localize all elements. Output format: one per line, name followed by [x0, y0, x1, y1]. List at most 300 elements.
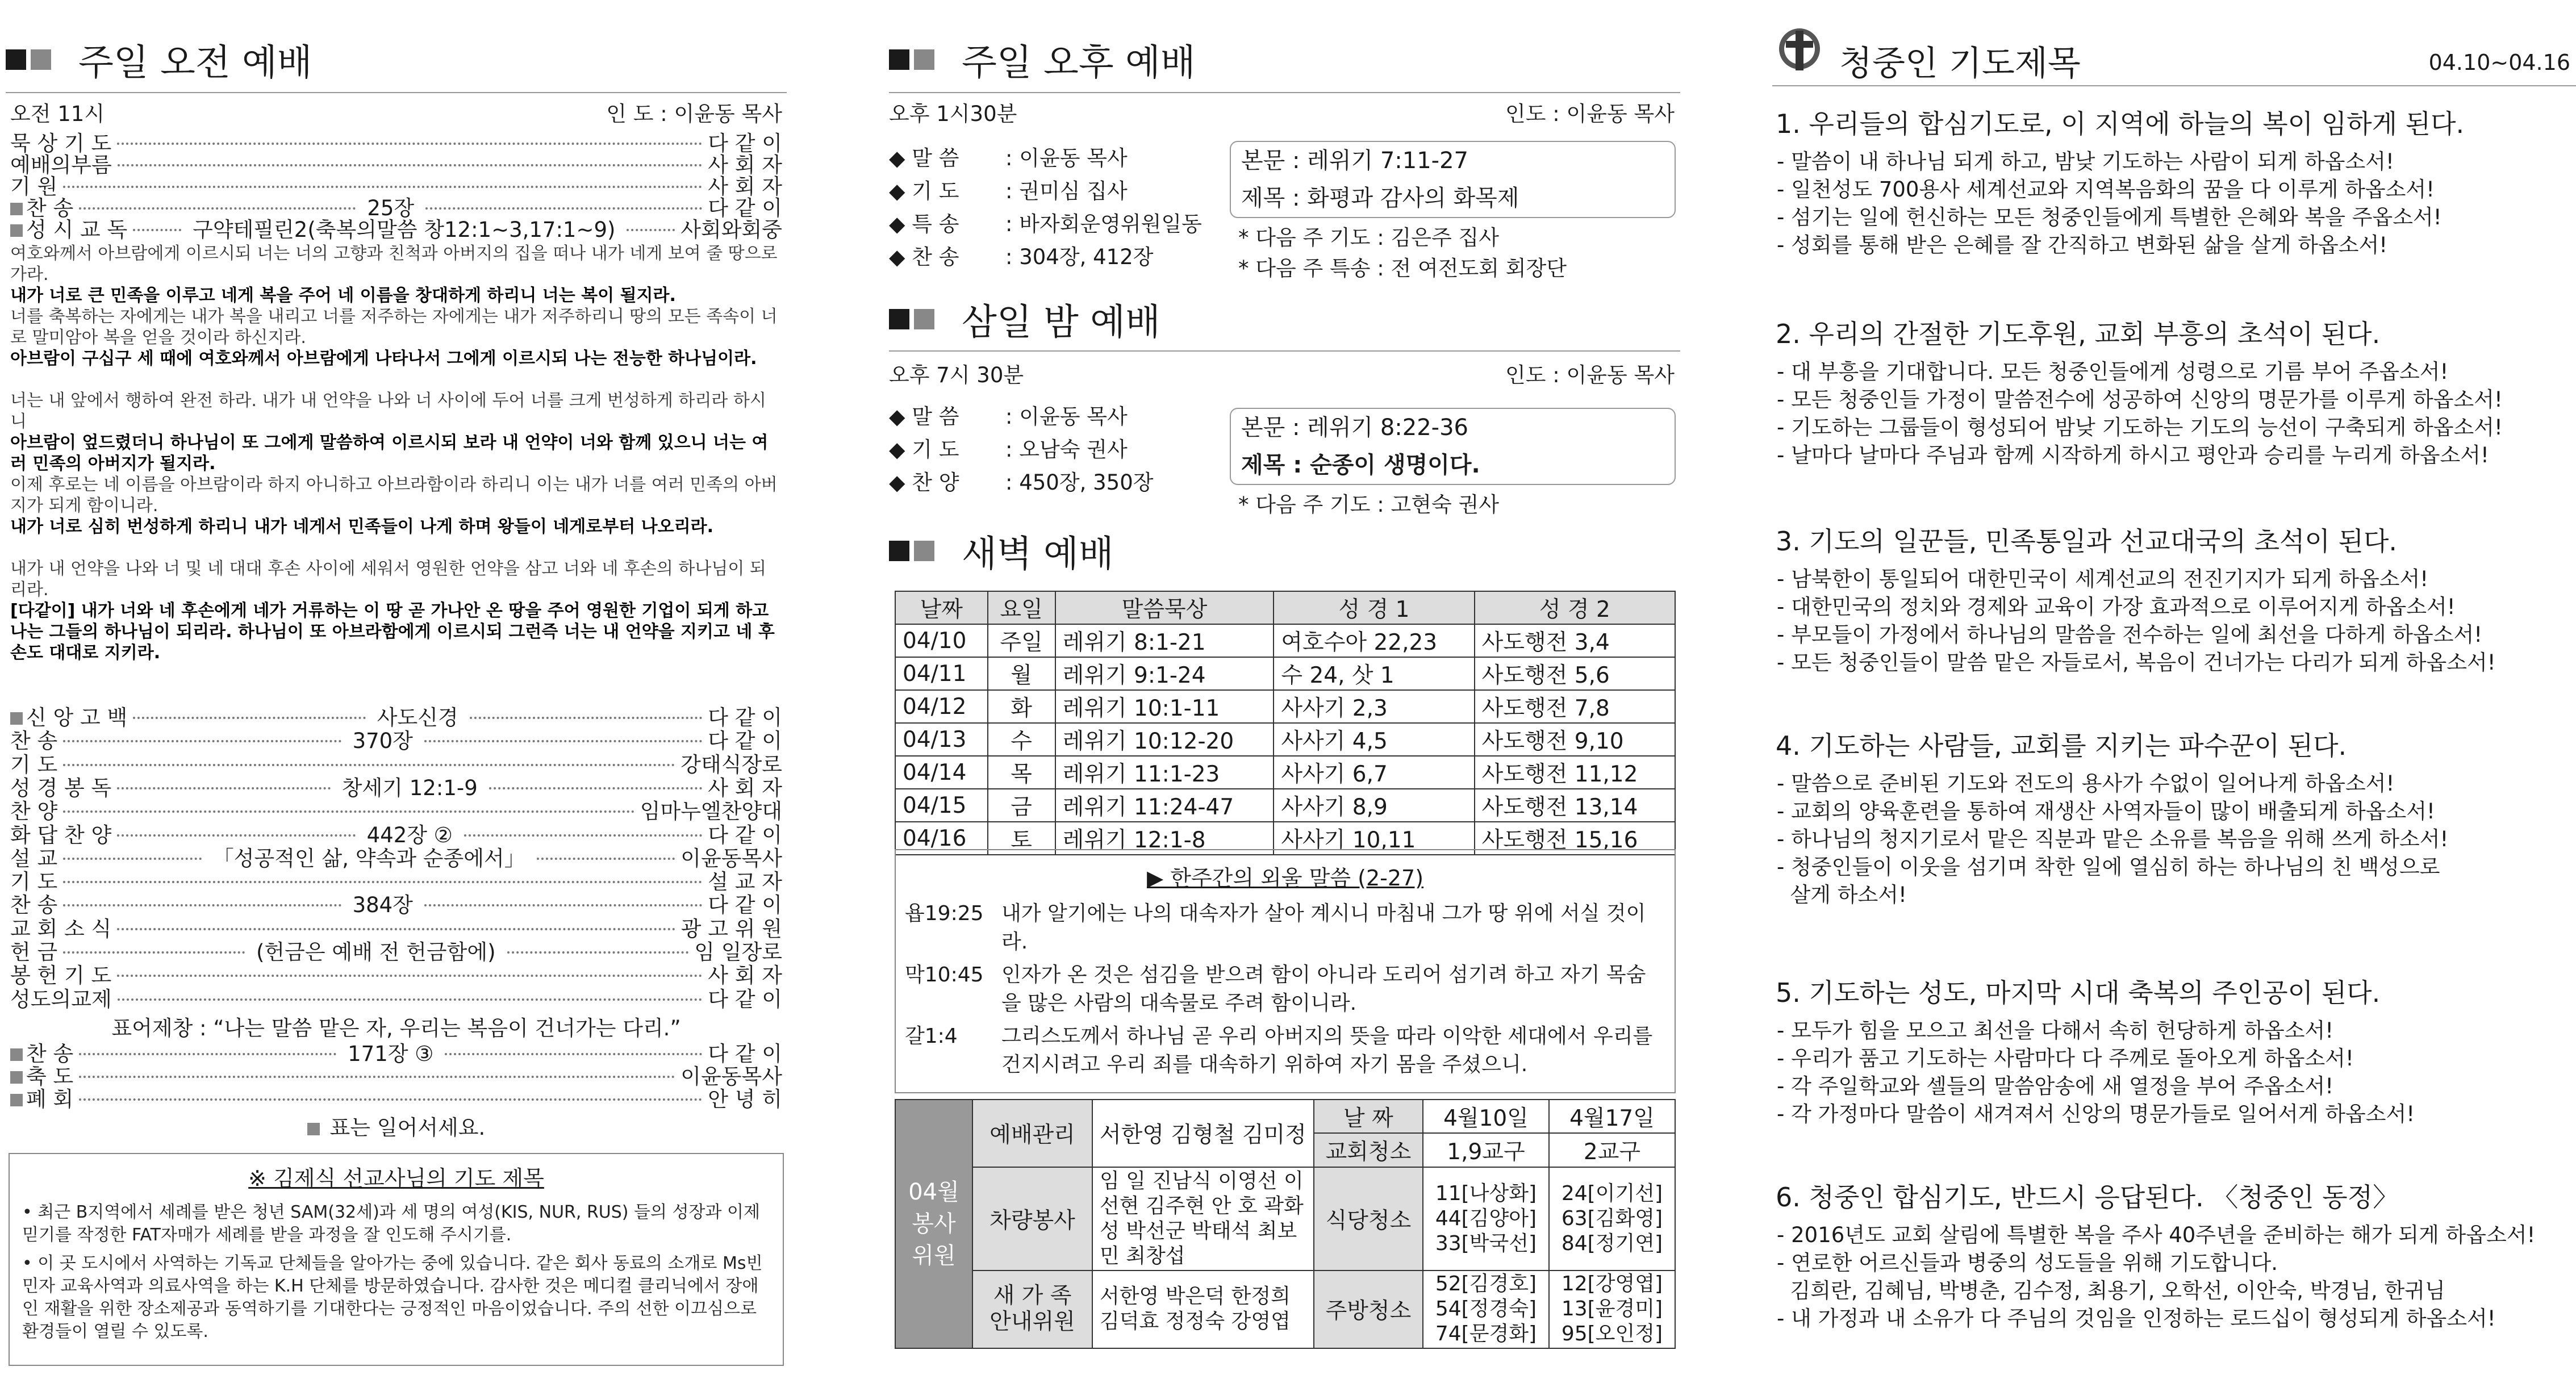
square-marker-icon	[10, 712, 23, 725]
program-person: 사 회 자	[708, 153, 782, 177]
prayer-item: - 교회의 양육훈련을 통하여 재생산 사역자들이 많이 배출되게 하옵소서!	[1777, 799, 2435, 824]
item-value: : 450장, 350장	[1005, 470, 1154, 495]
table-row	[895, 789, 1675, 822]
stacked-cell	[1549, 1270, 1675, 1348]
service-committee-table	[895, 1099, 1676, 1349]
memory-verses	[896, 892, 1675, 1079]
program-person: 이윤동목사	[680, 846, 783, 871]
program-row	[10, 988, 782, 1012]
date-header: 날 짜	[1314, 1100, 1423, 1133]
prayer-item: 살게 하소서!	[1777, 883, 1907, 907]
program-row	[10, 153, 782, 177]
program-detail: 370장	[352, 729, 413, 754]
table-row	[895, 690, 1675, 723]
program-row	[10, 893, 782, 917]
prayer-item: - 대한민국의 정치와 경제와 교육이 가장 효과적으로 이루어지게 하옵소서!	[1777, 595, 2456, 619]
dot-leader	[489, 787, 703, 789]
divider	[6, 92, 787, 93]
afternoon-time-row	[889, 102, 1675, 126]
table-row	[895, 624, 1675, 657]
dot-leader	[464, 834, 702, 837]
square-icon	[889, 309, 909, 329]
service-time-row	[10, 102, 782, 126]
dot-leader	[133, 229, 181, 231]
program-row	[10, 776, 782, 800]
table-cell: 사사기 8,9	[1274, 789, 1474, 822]
afternoon-items	[889, 142, 1241, 274]
dot-leader	[63, 881, 702, 883]
program-name: 헌 금	[10, 940, 58, 964]
dot-leader	[117, 143, 702, 145]
program-name: 찬 송	[10, 893, 58, 918]
wednesday-time-row	[889, 363, 1675, 387]
table-cell: 레위기 10:12-20	[1055, 723, 1274, 756]
program-person: 다 같 이	[708, 822, 782, 847]
afternoon-service-header	[889, 31, 1196, 88]
divider	[889, 350, 1680, 352]
dot-leader	[79, 1076, 675, 1078]
program-name: 신 앙 고 백	[26, 705, 128, 730]
dot-leader	[63, 740, 341, 742]
program-name: 설 교	[10, 846, 58, 871]
verse-ref: 갈1:4	[905, 1025, 958, 1048]
program-person: 다 같 이	[708, 131, 782, 156]
missionary-title: ※ 김제식 선교사님의 기도 제목	[248, 1166, 544, 1191]
program-person: 임마누엘찬양대	[640, 799, 782, 824]
table-cell: 사도행전 7,8	[1475, 690, 1675, 723]
wednesday-next-prayer: * 다음 주 기도 : 고현숙 권사	[1238, 492, 1499, 517]
memory-verse	[905, 900, 1665, 956]
program-name: 성 시 교 독	[26, 218, 128, 242]
dot-leader	[445, 1053, 702, 1055]
program-person: 광 고 위 원	[680, 916, 782, 941]
program-row	[10, 729, 782, 753]
date-cell: 4월10일	[1423, 1100, 1549, 1133]
dot-leader	[117, 975, 702, 977]
program-person: 다 같 이	[708, 893, 782, 918]
missionary-prayer-box	[9, 1153, 784, 1366]
reading-paragraph: 너는 내 앞에서 행하여 완전 하라. 내가 내 언약을 나와 너 사이에 두어 너를 크게 번성하게 하리라 하시니	[10, 391, 766, 432]
cleaning-label: 교회청소	[1314, 1133, 1423, 1167]
side-label-line: 봉사	[912, 1211, 956, 1237]
role-label: 예배관리	[972, 1100, 1092, 1167]
divider	[1772, 85, 2576, 86]
prayer-item: - 연로한 어르신들과 병중의 성도들을 위해 기도합니다.	[1777, 1251, 2278, 1275]
divider	[889, 92, 1680, 93]
service-row	[895, 1270, 1675, 1348]
dot-leader	[537, 858, 675, 860]
reading-paragraph: 이제 후로는 네 이름을 아브람이라 하지 아니하고 아브라함이라 하리니 이는 내가 너를 여러 민족의 아버지가 되게 함이니라.	[10, 475, 778, 516]
program-name: 봉 헌 기 도	[10, 963, 112, 988]
program-row	[10, 753, 782, 777]
program-person: 강태식장로	[680, 752, 782, 777]
item-value: : 오남숙 권사	[1005, 437, 1128, 462]
missionary-items	[10, 1192, 783, 1343]
wednesday-service-header	[889, 291, 1160, 348]
table-cell: 수 24, 삿 1	[1274, 657, 1474, 690]
item-label: ◆ 기 도	[889, 437, 959, 462]
table-cell: 사사기 4,5	[1274, 723, 1474, 756]
service-item	[889, 208, 1241, 241]
table-cell: 금	[988, 789, 1055, 822]
prayer-section-title: 5. 기도하는 성도, 마지막 시대 축복의 주인공이 된다.	[1776, 977, 2381, 1008]
program-detail: 25장	[367, 196, 415, 220]
program-detail: 171장 ③	[348, 1042, 434, 1066]
prayer-item: - 섬기는 일에 헌신하는 모든 청중인들에게 특별한 은혜와 복을 주옵소서!	[1777, 205, 2442, 229]
table-cell: 04/10	[895, 624, 988, 657]
memory-verse-box	[895, 849, 1676, 1093]
dot-leader	[425, 207, 702, 210]
dot-leader	[424, 740, 702, 742]
service-leader: 인 도 : 이윤동 목사	[606, 102, 782, 126]
dot-leader	[63, 951, 245, 954]
item-value: : 이윤동 목사	[1005, 146, 1128, 170]
square-marker-icon	[10, 1048, 23, 1061]
program-name: 교 회 소 식	[10, 916, 112, 941]
table-cell: 사도행전 11,12	[1475, 756, 1675, 789]
table-cell: 레위기 8:1-21	[1055, 624, 1274, 657]
program-person: 사 회 자	[708, 775, 783, 800]
square-icon	[914, 49, 934, 70]
afternoon-next-special: * 다음 주 특송 : 전 여전도회 회장단	[1238, 256, 1567, 281]
afternoon-leader: 인도 : 이윤동 목사	[1505, 102, 1675, 126]
program-detail: 구약테필린2(축복의말씀 창12:1~3,17:1~9)	[193, 218, 616, 242]
missionary-item: • 최근 B지역에서 세례를 받은 청년 SAM(32세)과 세 명의 여성(KIS, NUR, RUS) 들의 성장과 이제 믿기를 작정한 FAT자매가 세례를 받을 과정을 잘 인도해 주시기를.	[22, 1202, 760, 1245]
prayer-item: - 2016년도 교회 살림에 특별한 복을 주사 40주년을 준비하는 해가 되게 하옵소서!	[1777, 1223, 2536, 1247]
program-row	[10, 218, 782, 242]
item-label: ◆ 말 씀	[889, 146, 959, 170]
role-label: 차량봉사	[972, 1167, 1092, 1270]
stacked-value: 13[윤경미]	[1561, 1297, 1663, 1321]
prayer-item: - 하나님의 청지기로서 맡은 직분과 맡은 소유를 복음을 위해 쓰게 하소서!	[1777, 827, 2449, 851]
wednesday-scripture: 본문 : 레위기 8:22-36	[1241, 415, 1468, 441]
square-marker-icon	[10, 203, 23, 215]
program-name: 찬 양	[10, 799, 58, 824]
column-header: 성 경 2	[1475, 591, 1675, 624]
square-icon	[889, 541, 909, 561]
stacked-value: 95[오인정]	[1561, 1322, 1663, 1346]
dot-leader	[79, 1098, 702, 1101]
wednesday-subject: 제목 : 순종이 생명이다.	[1241, 452, 1480, 478]
missionary-item: • 이 곳 도시에서 사역하는 기독교 단체들을 알아가는 중에 있습니다. 같은 회사 동료의 소개로 Ms빈민자 교육사역과 의료사역을 하는 K.H 단체를 방문하였습니다. 감사한 것은 메디컬 클리닉에서 장애인 재활을 위한 장소제공과 동역하기를 기대한다는 긍정적인 마음이었습니다. 주의 선한 이끄심으로 환경들이 열릴 수 있도록.	[22, 1253, 763, 1341]
table-row	[895, 657, 1675, 690]
table-cell: 레위기 11:24-47	[1055, 789, 1274, 822]
afternoon-time: 오후 1시30분	[889, 102, 1017, 126]
column-header: 요일	[988, 591, 1055, 624]
dot-leader	[117, 787, 331, 789]
prayer-item: - 성회를 통해 받은 은혜를 잘 간직하고 변화된 삶을 살게 하옵소서!	[1777, 233, 2388, 257]
program-name: 묵 상 기 도	[10, 131, 112, 156]
square-icon	[914, 309, 934, 329]
dot-leader	[627, 229, 675, 231]
program-person: 이윤동목사	[680, 1064, 782, 1089]
program-name: 기 도	[10, 752, 58, 777]
verse-text: 인자가 온 것은 섬김을 받으려 함이 아니라 도리어 섬기려 하고 자기 목숨을 많은 사람의 대속물로 주려 함이니라.	[1001, 963, 1646, 1015]
section-title: 주일 오후 예배	[962, 42, 1196, 84]
service-item	[889, 400, 1241, 433]
item-label: ◆ 특 송	[889, 212, 959, 236]
program-detail: 창세기 12:1-9	[341, 775, 478, 800]
table-cell: 04/11	[895, 657, 988, 690]
table-cell: 화	[988, 690, 1055, 723]
date-cell: 4월17일	[1549, 1100, 1675, 1133]
table-row	[895, 756, 1675, 789]
program-name: 기 도	[10, 870, 58, 895]
program-name: 예배의부름	[10, 153, 112, 177]
prayer-item: - 각 가정마다 말씀이 새겨져서 신앙의 명문가들로 일어서게 하옵소서!	[1777, 1102, 2415, 1126]
program-row	[10, 941, 782, 964]
stacked-value: 84[정기연]	[1561, 1231, 1663, 1255]
item-label: ◆ 기 도	[889, 179, 959, 203]
square-icon	[31, 49, 51, 70]
program-name: 성 경 봉 독	[10, 775, 112, 800]
standing-note-row	[0, 1116, 792, 1140]
service-time: 오전 11시	[10, 102, 105, 126]
program-row	[10, 800, 782, 824]
stacked-value: 54[정경숙]	[1435, 1297, 1537, 1321]
prayer-item: - 내 가정과 내 소유가 다 주님의 것임을 인정하는 로드십이 형성되게 하옵소서!	[1777, 1306, 2496, 1331]
square-icon	[914, 541, 934, 561]
program-row	[10, 964, 782, 988]
program-person: 다 같 이	[708, 1042, 783, 1066]
service-row	[895, 1100, 1675, 1133]
prayer-item: - 기도하는 그룹들이 형성되어 밤낮 기도하는 기도의 능선이 구축되게 하옵소서!	[1777, 415, 2503, 440]
program-name: 화 답 찬 양	[10, 822, 112, 847]
program-person: 다 같 이	[708, 987, 782, 1012]
table-cell: 여호수아 22,23	[1274, 624, 1474, 657]
kitchen-label: 주방청소	[1314, 1270, 1423, 1348]
members: 서한영 김형철 김미정	[1092, 1100, 1314, 1167]
dining-label: 식당청소	[1314, 1167, 1423, 1270]
program-name: 찬 송	[26, 196, 74, 220]
table-cell: 사사기 10,11	[1274, 822, 1474, 855]
dawn-reading-table	[895, 591, 1676, 855]
verse-ref: 욥19:25	[905, 902, 984, 925]
dot-leader	[117, 928, 675, 930]
square-icon	[6, 49, 26, 70]
item-value: : 권미심 집사	[1005, 179, 1128, 203]
program-person: 사회와회중	[680, 218, 782, 242]
side-label	[895, 1100, 972, 1348]
prayer-item: - 말씀으로 준비된 기도와 전도의 용사가 수없이 일어나게 하옵소서!	[1777, 771, 2395, 796]
afternoon-text-box	[1230, 141, 1676, 218]
reading-paragraph: 너를 축복하는 자에게는 내가 복을 내리고 너를 저주하는 자에게는 내가 저주하리니 땅의 모든 족속이 너로 말미암아 복을 얻을 것이라 하신지라.	[10, 307, 778, 348]
column-header: 성 경 1	[1274, 591, 1474, 624]
side-label-line: 04월	[908, 1179, 959, 1205]
program-detail: 「성공적인 삶, 약속과 순종에서」	[212, 846, 525, 871]
wednesday-text-box	[1230, 408, 1676, 485]
prayer-item: - 모든 청중인들 가정이 말씀전수에 성공하여 신앙의 명문가를 이루게 하옵소서!	[1777, 387, 2503, 412]
dot-leader	[63, 810, 634, 813]
item-value: : 바자회운영위원일동	[1005, 212, 1202, 236]
dot-leader	[63, 186, 702, 188]
table-cell: 사사기 6,7	[1274, 756, 1474, 789]
memory-verse	[905, 1022, 1665, 1079]
table-cell: 토	[988, 822, 1055, 855]
table-cell: 주일	[988, 624, 1055, 657]
service-item	[889, 466, 1241, 499]
program-row	[10, 1042, 782, 1066]
program-person: 다 같 이	[708, 196, 783, 220]
prayer-item: - 부모들이 가정에서 하나님의 말씀을 전수하는 일에 최선을 다하게 하옵소서!	[1777, 622, 2483, 647]
program-person: 사 회 자	[708, 174, 782, 199]
prayer-column	[1772, 0, 2576, 1375]
program-name: 성도의교제	[10, 987, 112, 1012]
stacked-value: 52[김경호]	[1435, 1272, 1537, 1296]
table-cell: 04/14	[895, 756, 988, 789]
program-row	[10, 132, 782, 156]
prayer-item: 김희란, 김혜님, 박병춘, 김수정, 최용기, 오학선, 이안숙, 박경님, 한귀님	[1777, 1278, 2445, 1303]
table-row	[895, 723, 1675, 756]
members: 서한영 박은덕 한정희 김덕효 정정숙 강영엽	[1092, 1270, 1314, 1348]
dot-leader	[63, 764, 675, 766]
prayer-section-title: 2. 우리의 간절한 기도후원, 교회 부흥의 초석이 된다.	[1776, 319, 2381, 349]
prayer-item: - 청중인들이 이웃을 섬기며 착한 일에 열심히 하는 하나님의 친 백성으로	[1777, 855, 2440, 879]
program-name: 찬 송	[26, 1042, 74, 1066]
prayer-title: 청중인 기도제목	[1839, 44, 2081, 83]
cleaning-cell: 1,9교구	[1423, 1133, 1549, 1167]
prayer-item: - 모두가 힘을 모으고 최선을 다해서 속히 헌당하게 하옵소서!	[1777, 1018, 2334, 1043]
table-cell: 04/16	[895, 822, 988, 855]
program-person: 사 회 자	[708, 963, 782, 988]
dawn-service-header	[889, 523, 1114, 579]
program-row	[10, 824, 782, 847]
stacked-value: 74[문경화]	[1435, 1322, 1537, 1346]
reading-paragraph: 여호와께서 아브람에게 이르시되 너는 너의 고향과 친척과 아버지의 집을 떠나 내가 네게 보여 줄 땅으로 가라.	[10, 244, 778, 285]
program-row	[10, 847, 782, 871]
prayer-item: - 각 주일학교와 셀들의 말씀암송에 새 열정을 부어 주옵소서!	[1777, 1074, 2334, 1098]
prayer-item: - 모든 청중인들이 말씀 맡은 자들로서, 복음이 건너가는 다리가 되게 하옵소서!	[1777, 650, 2496, 675]
prayer-item: - 남북한이 통일되어 대한민국이 세계선교의 전진기지가 되게 하옵소서!	[1777, 567, 2429, 591]
dot-leader	[470, 717, 703, 719]
section-title: 새벽 예배	[962, 533, 1114, 575]
table-cell: 사도행전 9,10	[1475, 723, 1675, 756]
stacked-cell	[1423, 1270, 1549, 1348]
program-name: 축 도	[26, 1064, 74, 1089]
verse-text: 그리스도께서 하나님 곧 우리 아버지의 뜻을 따라 이악한 세대에서 우리를 건지시려고 우리 죄를 대속하기 위하여 자기 몸을 주셨으니.	[1001, 1025, 1653, 1076]
morning-service-column	[0, 0, 792, 1375]
table-cell: 수	[988, 723, 1055, 756]
program-person: 다 같 이	[708, 729, 782, 754]
stacked-value: 11[나상화]	[1435, 1181, 1537, 1205]
memory-title	[896, 860, 1675, 892]
afternoon-scripture: 본문 : 레위기 7:11-27	[1241, 148, 1468, 174]
program-row	[10, 706, 782, 730]
prayer-section-title: 1. 우리들의 합심기도로, 이 지역에 하늘의 복이 임하게 된다.	[1776, 108, 2465, 139]
table-cell: 사사기 2,3	[1274, 690, 1474, 723]
motto: 표어제창 : “나는 말씀 맡은 자, 우리는 복음이 건너가는 다리.”	[111, 1016, 681, 1040]
program-name: 폐 회	[26, 1087, 74, 1111]
program-person: 임 일장로	[694, 940, 782, 964]
item-label: ◆ 찬 송	[889, 245, 959, 269]
prayer-date-range: 04.10~04.16	[2428, 50, 2570, 75]
program-row	[10, 917, 782, 941]
program-row	[10, 1065, 782, 1089]
table-cell: 레위기 12:1-8	[1055, 822, 1274, 855]
reading-paragraph: 아브람이 엎드렸더니 하나님이 또 그에게 말씀하여 이르시되 보라 내 언약이 너와 함께 있으니 너는 여러 민족의 아버지가 될지라.	[10, 433, 769, 474]
square-marker-icon	[10, 224, 23, 237]
item-label: ◆ 말 씀	[889, 404, 959, 429]
table-cell: 04/12	[895, 690, 988, 723]
table-header-row	[895, 591, 1675, 624]
dot-leader	[63, 858, 202, 860]
table-cell: 04/15	[895, 789, 988, 822]
program-detail: 442장 ②	[366, 822, 453, 847]
table-cell: 레위기 11:1-23	[1055, 756, 1274, 789]
wednesday-time: 오후 7시 30분	[889, 363, 1024, 387]
service-item	[889, 175, 1241, 208]
program-person: 안 녕 히	[708, 1087, 782, 1111]
verse-ref: 막10:45	[905, 963, 984, 987]
dot-leader	[79, 207, 356, 210]
program-person: 다 같 이	[708, 705, 783, 730]
role-label: 새 가 족 안내위원	[972, 1270, 1092, 1348]
afternoon-next	[1238, 223, 1567, 284]
table-cell: 04/13	[895, 723, 988, 756]
reading-paragraph: 내가 너로 큰 민족을 이루고 네게 복을 주어 네 이름을 창대하게 하리니 너는 복이 될지라.	[10, 286, 676, 306]
table-cell: 사도행전 3,4	[1475, 624, 1675, 657]
side-label-line: 위원	[912, 1243, 956, 1269]
afternoon-next-prayer: * 다음 주 기도 : 김은주 집사	[1238, 225, 1499, 250]
square-icon	[889, 49, 909, 70]
program-detail: 384장	[352, 893, 413, 918]
memory-title-text: ▶ 한주간의 외울 말씀 (2-27)	[1146, 866, 1424, 891]
reading-paragraph: [다같이] 내가 너와 네 후손에게 네가 거류하는 이 땅 곧 가나안 온 땅을 주어 영원한 기업이 되게 하고 나는 그들의 하나님이 되리라. 하나님이 또 아브라함에게 이르시되 그런즉 너는 내 언약을 지키고 네 후손도 대대로 지키라.	[10, 601, 775, 663]
morning-service-header	[6, 31, 312, 88]
stacked-value: 12[강영엽]	[1561, 1272, 1663, 1296]
table-cell: 사도행전 15,16	[1475, 822, 1675, 855]
reading-paragraph: 내가 너로 심히 번성하게 하리니 내가 네게서 민족들이 나게 하며 왕들이 네게로부터 나오리라.	[10, 517, 713, 537]
program-row	[10, 1088, 782, 1111]
reading-paragraph: 내가 내 언약을 나와 너 및 네 대대 후손 사이에 세워서 영원한 언약을 삼고 너와 네 후손의 하나님이 되리라.	[10, 559, 766, 600]
program-row	[10, 197, 782, 220]
column-header: 날짜	[895, 591, 988, 624]
members: 임 일 진남식 이영선 이선현 김주현 안 호 곽화성 박선군 박태석 최보민 최창섭	[1092, 1167, 1314, 1270]
program-row	[10, 870, 782, 894]
program-person: 설 교 자	[708, 870, 782, 895]
section-title: 삼일 밤 예배	[962, 302, 1160, 344]
prayer-section-title: 6. 청중인 합심기도, 반드시 응답된다. 〈청중인 동정〉	[1776, 1182, 2399, 1213]
service-item	[889, 241, 1241, 274]
prayer-item: - 말씀이 내 하나님 되게 하고, 밤낮 기도하는 사람이 되게 하옵소서!	[1777, 149, 2394, 174]
stacked-value: 24[이기선]	[1561, 1181, 1663, 1205]
standing-note: 표는 일어서세요.	[329, 1115, 486, 1140]
dot-leader	[117, 834, 355, 837]
prayer-item: - 일천성도 700용사 세계선교와 지역복음화의 꿈을 다 이루게 하옵소서!	[1777, 177, 2435, 202]
program-detail: (헌금은 예배 전 헌금함에)	[256, 940, 496, 964]
prayer-item: - 대 부흥을 기대합니다. 모든 청중인들에게 성령으로 기름 부어 주옵소서!	[1777, 360, 2449, 384]
program-name: 찬 송	[10, 729, 58, 754]
item-value: : 이윤동 목사	[1005, 404, 1128, 429]
square-marker-icon	[10, 1094, 23, 1106]
dot-leader	[63, 904, 341, 906]
dot-leader	[424, 904, 702, 906]
stacked-value: 33[박국선]	[1435, 1231, 1537, 1255]
table-cell: 사도행전 5,6	[1475, 657, 1675, 690]
stacked-value: 44[김양아]	[1435, 1206, 1537, 1230]
dot-leader	[118, 998, 703, 1001]
prayer-item: - 날마다 날마다 주님과 함께 시작하게 하시고 평안과 승리를 누리게 하옵소서!	[1777, 443, 2489, 467]
column-header: 말씀묵상	[1055, 591, 1274, 624]
program-detail: 사도신경	[377, 705, 458, 730]
middle-column	[889, 0, 1680, 1375]
memory-verse	[905, 961, 1665, 1018]
dot-leader	[507, 951, 689, 954]
stacked-value: 63[김화영]	[1561, 1206, 1663, 1230]
program-name: 기 원	[10, 174, 58, 199]
cleaning-cell: 2교구	[1549, 1133, 1675, 1167]
table-cell: 월	[988, 657, 1055, 690]
